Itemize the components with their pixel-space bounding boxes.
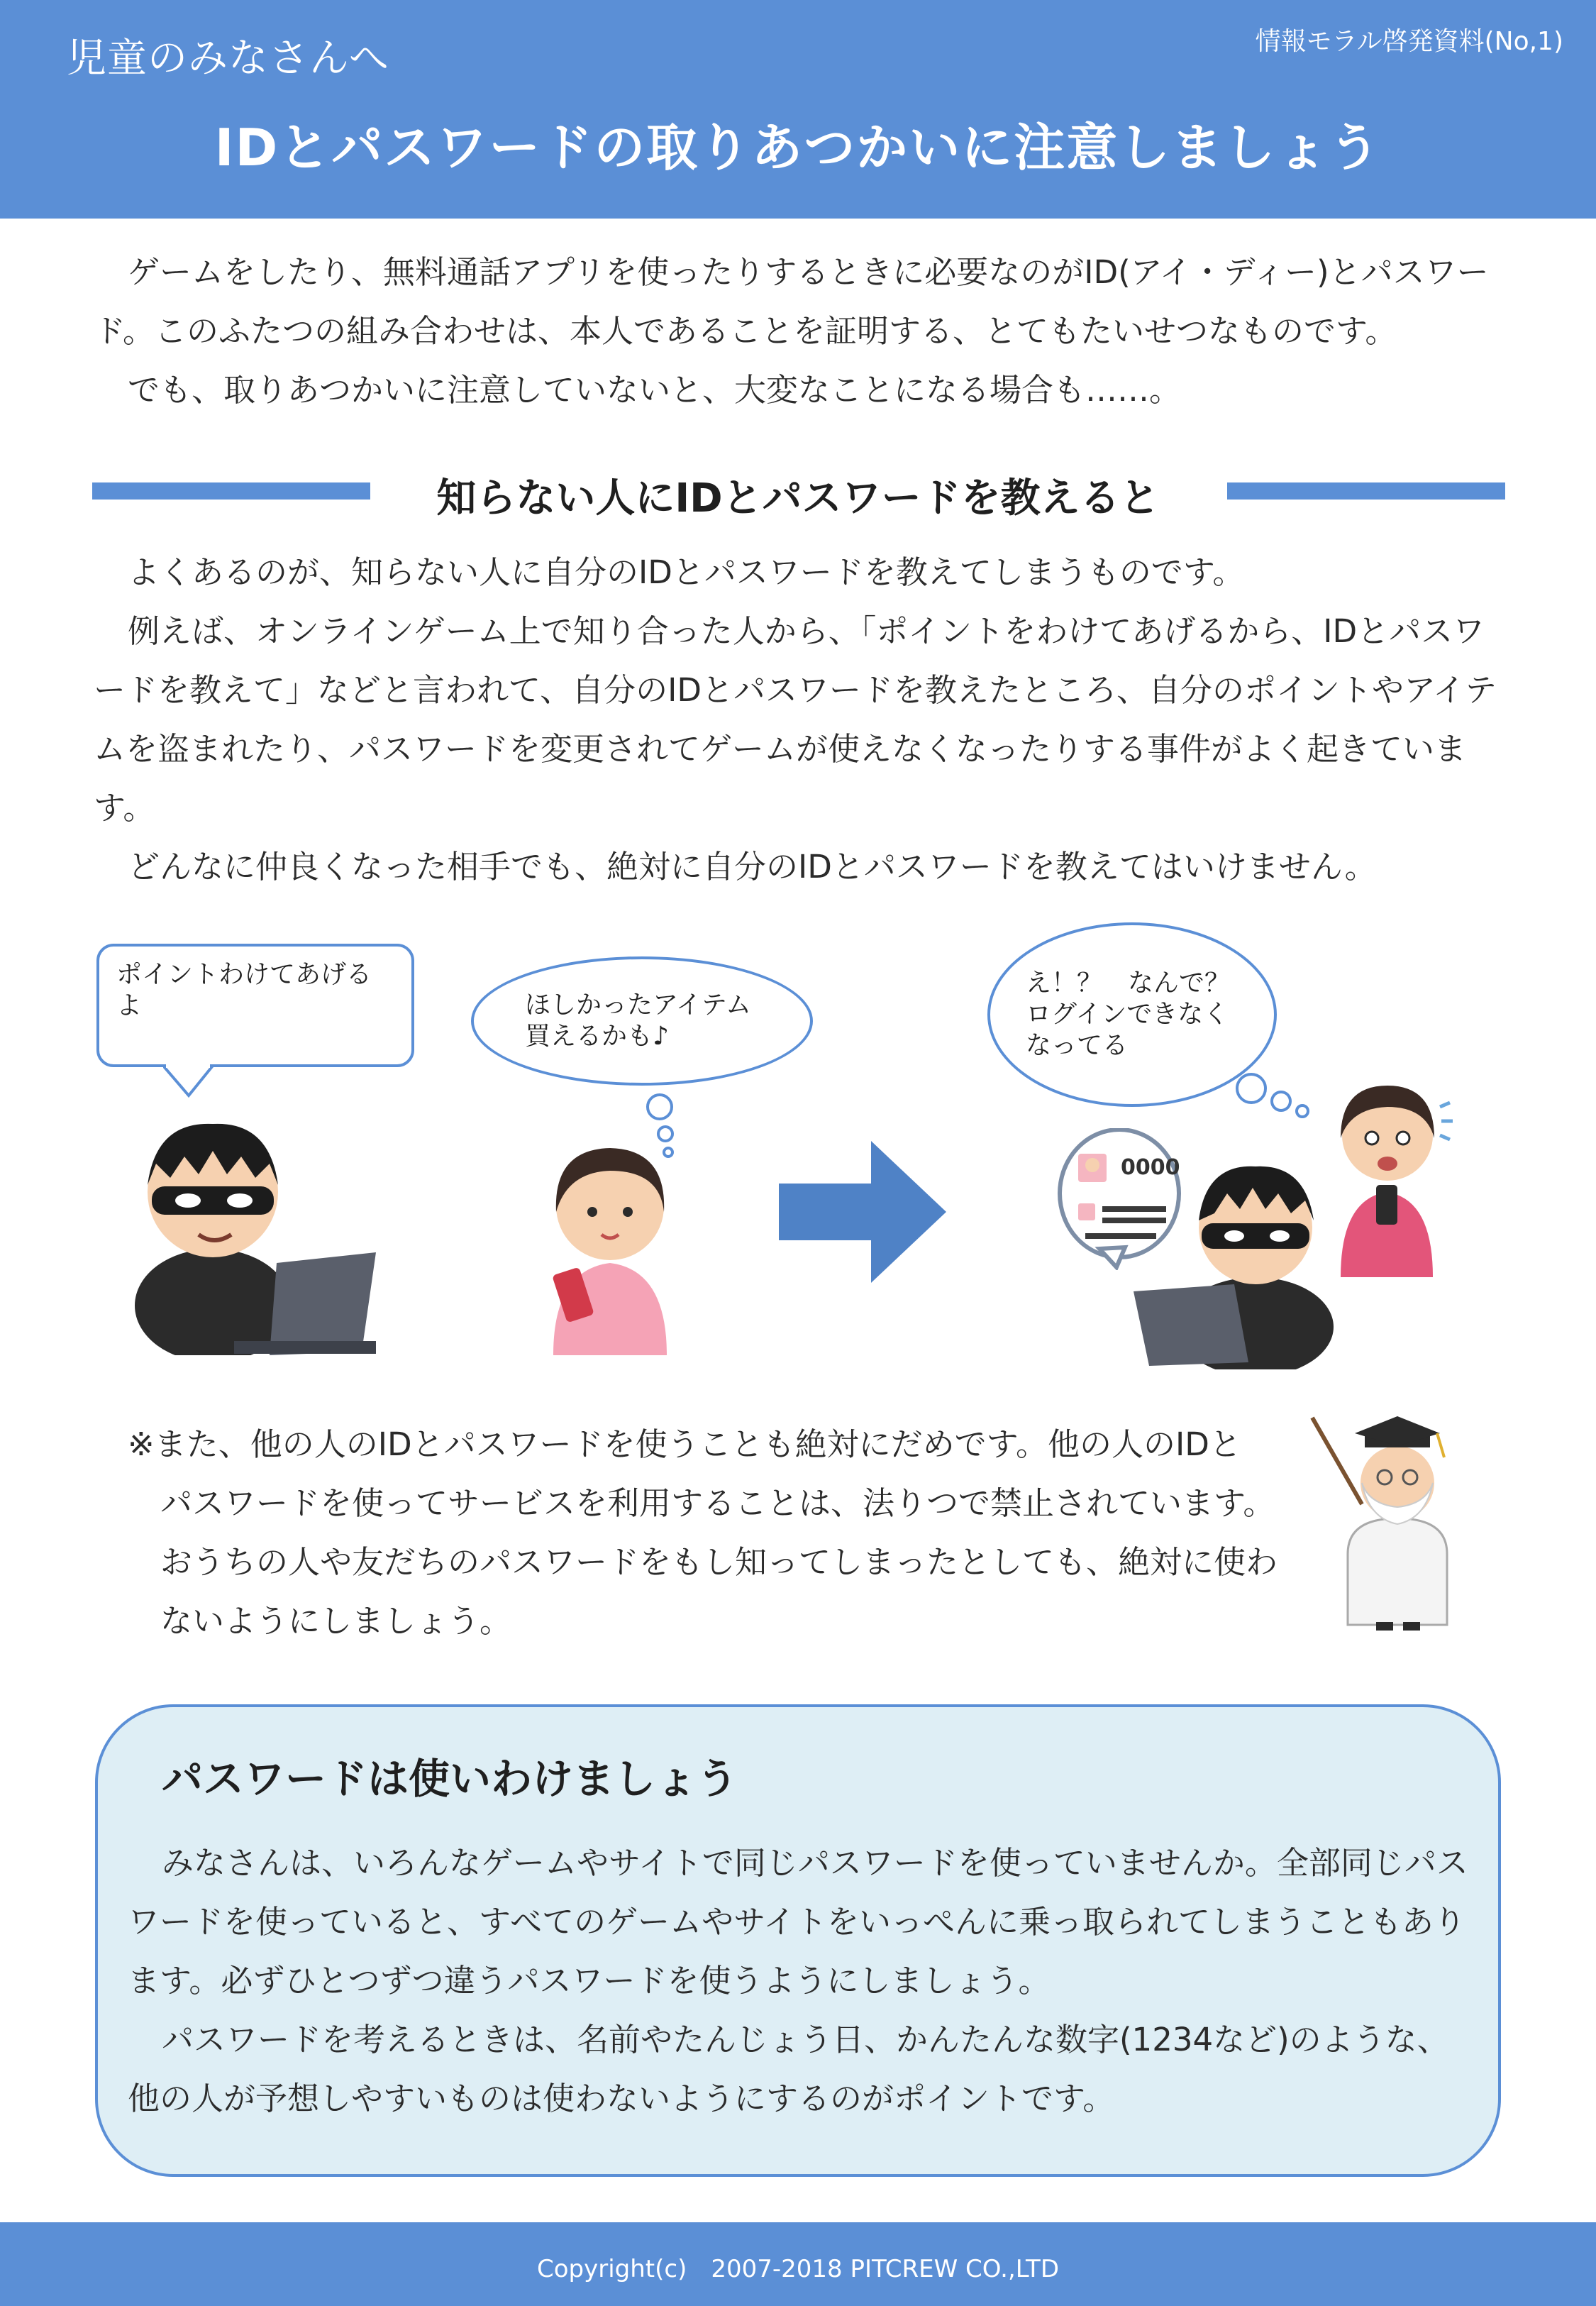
thief-with-laptop-illustration bbox=[1128, 1135, 1341, 1369]
note-first-line: ※また、他の人のIDとパスワードを使うことも絶対にだめです。他の人のIDと bbox=[128, 1425, 1241, 1463]
thought-bubble-text: え！？ なんで？ログインできなくなってる bbox=[1026, 969, 1231, 1060]
info-box-text bbox=[128, 1833, 1475, 2128]
note-continuation: パスワードを使ってサービスを利用することは、法りつで禁止されています。おうちの人や友だちのパスワードをもし知ってしまったとしても、絶対に使わないようにしましょう。 bbox=[160, 1484, 1278, 1640]
section-paragraph: どんなに仲良くなった相手でも、絶対に自分のIDとパスワードを教えてはいけません。 bbox=[128, 848, 1377, 886]
professor-with-pointer-illustration bbox=[1305, 1412, 1475, 1632]
copyright-text: Copyright(c) 2007-2018 PITCREW CO.,LTD bbox=[536, 2255, 1059, 2283]
document-number: 情報モラル啓発資料(No,1) bbox=[1255, 27, 1563, 56]
crying-girl-illustration bbox=[1319, 1064, 1454, 1298]
girl-with-phone-illustration bbox=[539, 1128, 681, 1355]
arrow-right-icon bbox=[779, 1141, 949, 1283]
intro-text bbox=[94, 243, 1505, 419]
intro-paragraph: でも、取りあつかいに注意していないと、大変なことになる場合も……。 bbox=[128, 371, 1182, 409]
note-text bbox=[128, 1415, 1298, 1650]
info-box-paragraph: みなさんは、いろんなゲームやサイトで同じパスワードを使っていませんか。全部同じパスワードを使っていると、すべてのゲームやサイトをいっぺんに乗っ取られてしまうこともあります。必ずひとつずつ違うパスワードを使うようにしましょう。 bbox=[128, 1844, 1468, 1999]
info-box-paragraph: パスワードを考えるときは、名前やたんじょう日、かんたんな数字(1234など)のような、他の人が予想しやすいものは使わないようにするのがポイントです。 bbox=[128, 2021, 1449, 2117]
speech-bubble-tail bbox=[163, 1063, 220, 1098]
speech-bubble-thief bbox=[96, 944, 414, 1067]
thought-dots bbox=[1231, 1064, 1317, 1128]
account-code-label: 0000 bbox=[1121, 1155, 1180, 1180]
thought-bubble-text: ほしかったアイテム買えるかも♪ bbox=[525, 991, 751, 1051]
intro-paragraph: ゲームをしたり、無料通話アプリを使ったりするときに必要なのがID(アイ・ディー)とパスワード。このふたつの組み合わせは、本人であることを証明する、とてもたいせつなものです。 bbox=[94, 253, 1489, 350]
page-title: IDとパスワードの取りあつかいに注意しましょう bbox=[214, 118, 1382, 177]
audience-label: 児童のみなさんへ bbox=[67, 35, 389, 82]
speech-bubble-text: ポイントわけてあげるよ bbox=[116, 960, 372, 1020]
thief-with-laptop-illustration bbox=[128, 1107, 390, 1355]
thought-bubble-girl bbox=[471, 956, 813, 1086]
section-title: 知らない人にIDとパスワードを教えると bbox=[436, 475, 1160, 522]
section-text bbox=[94, 543, 1505, 896]
section-paragraph: 例えば、オンラインゲーム上で知り合った人から、「ポイントをわけてあげるから、IDとパスワードを教えて」などと言われて、自分のIDとパスワードを教えたところ、自分のポイントやアイテムを盗まれたり、パスワードを変更されてゲームが使えなくなったりする事件がよく起きています。 bbox=[94, 612, 1497, 827]
info-box-title: パスワードは使いわけましょう bbox=[162, 1755, 738, 1803]
section-paragraph: よくあるのが、知らない人に自分のIDとパスワードを教えてしまうものです。 bbox=[128, 553, 1245, 591]
